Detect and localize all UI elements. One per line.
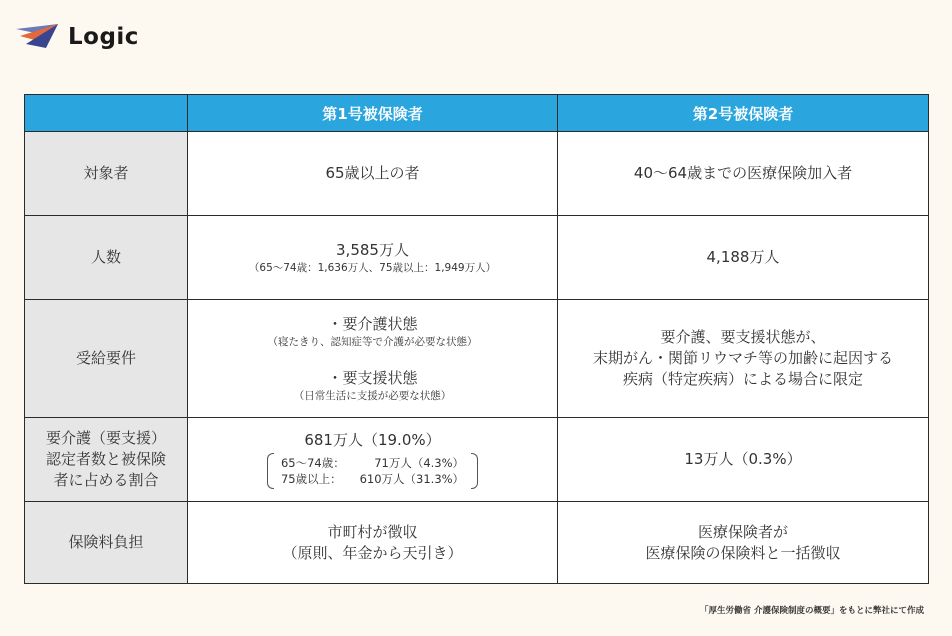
ratio-type2: 13万人（0.3%） bbox=[558, 418, 929, 502]
row-requirement bbox=[25, 300, 929, 418]
row-label-premium: 保険料負担 bbox=[25, 502, 188, 584]
comparison-table bbox=[24, 94, 929, 584]
row-ratio bbox=[25, 418, 929, 502]
header-type2: 第2号被保険者 bbox=[558, 95, 929, 132]
target-type2: 40〜64歳までの医療保険加入者 bbox=[558, 132, 929, 216]
requirement-type2 bbox=[558, 300, 929, 418]
requirement-type2-line2: 末期がん・関節リウマチ等の加齢に起因する bbox=[592, 349, 893, 367]
header-row bbox=[25, 95, 929, 132]
row-count bbox=[25, 216, 929, 300]
source-note: 「厚生労働省 介護保険制度の概要」をもとに弊社にて作成 bbox=[700, 606, 924, 616]
requirement-type2-line1: 要介護、要支援状態が、 bbox=[660, 328, 826, 346]
ratio-label-line1: 要介護（要支援） bbox=[45, 429, 166, 447]
count-type1 bbox=[188, 216, 558, 300]
premium-type1 bbox=[188, 502, 558, 584]
header-type1: 第1号被保険者 bbox=[188, 95, 558, 132]
row-label-count: 人数 bbox=[25, 216, 188, 300]
ratio-b2-right: 610万人（31.3%） bbox=[359, 472, 465, 486]
ratio-label-line2: 認定者数と被保険 bbox=[45, 450, 166, 468]
count-type1-main: 3,585万人 bbox=[336, 240, 409, 259]
header-corner bbox=[25, 95, 188, 132]
ratio-breakdown bbox=[267, 453, 478, 489]
premium-type1-line1: 市町村が徴収 bbox=[327, 522, 418, 541]
row-label-target: 対象者 bbox=[25, 132, 188, 216]
requirement-item2: ・要支援状態 bbox=[327, 368, 418, 387]
ratio-b1-left: 65〜74歳： bbox=[280, 456, 345, 470]
premium-type1-line2: （原則、年金から天引き） bbox=[282, 543, 463, 562]
count-type2: 4,188万人 bbox=[558, 216, 929, 300]
row-label-requirement: 受給要件 bbox=[25, 300, 188, 418]
ratio-label-line3: 者に占める割合 bbox=[53, 471, 159, 489]
premium-type2 bbox=[558, 502, 929, 584]
logo-text: Logic bbox=[68, 24, 139, 50]
row-label-ratio bbox=[25, 418, 188, 502]
requirement-item2-sub: （日常生活に支援が必要な状態） bbox=[293, 389, 452, 402]
count-type1-sub: （65〜74歳：1,636万人、75歳以上：1,949万人） bbox=[248, 261, 497, 274]
requirement-item1-sub: （寝たきり、認知症等で介護が必要な状態） bbox=[267, 335, 478, 348]
target-type1: 65歳以上の者 bbox=[188, 132, 558, 216]
logo-mark-icon bbox=[16, 24, 60, 50]
requirement-type2-line3: 疾病（特定疾病）による場合に限定 bbox=[622, 370, 863, 388]
row-target bbox=[25, 132, 929, 216]
requirement-type1 bbox=[188, 300, 558, 418]
ratio-type1 bbox=[188, 418, 558, 502]
requirement-item1: ・要介護状態 bbox=[327, 314, 418, 333]
ratio-type1-main: 681万人（19.0%） bbox=[304, 431, 441, 449]
logo bbox=[16, 24, 139, 50]
row-premium bbox=[25, 502, 929, 584]
premium-type2-line1: 医療保険者が bbox=[697, 522, 788, 541]
premium-type2-line2: 医療保険の保険料と一括徴収 bbox=[645, 543, 841, 562]
ratio-b1-right: 71万人（4.3%） bbox=[374, 456, 465, 470]
ratio-b2-left: 75歳以上： bbox=[280, 472, 342, 486]
